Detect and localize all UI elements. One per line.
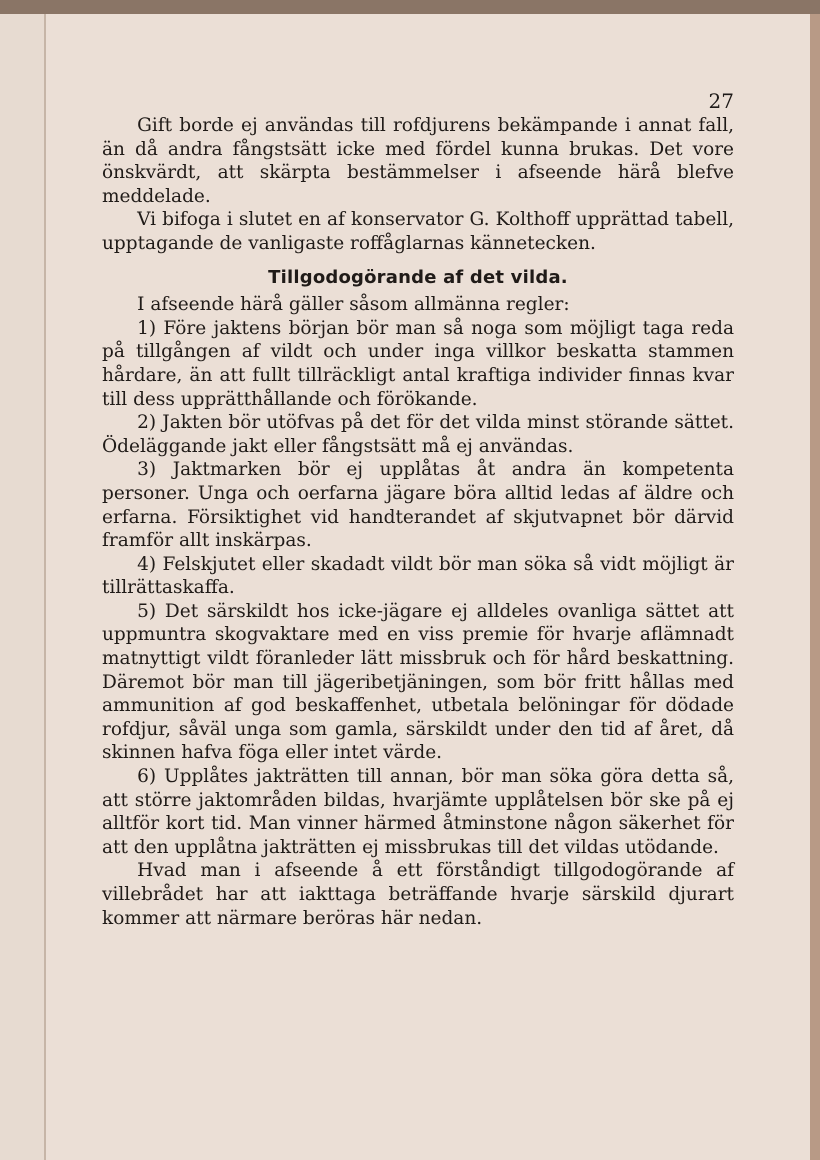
book-page: [46, 14, 810, 1160]
page-number: 27: [708, 89, 734, 113]
book-cover-edge: [810, 14, 820, 1160]
page-text: [102, 114, 734, 930]
paragraph-rules-intro: I afseende härå gäller såsom allmänna regler:: [137, 294, 570, 316]
rule-4: 4) Felskjutet eller skadadt vildt bör man söka så vidt möjligt är tillrättaskaffa.: [102, 553, 734, 599]
paragraph-closing: Hvad man i afseende å ett förståndigt tillgodogörande af villebrådet har att iakttaga beträffande hvarje särskild djurart kommer att närmare beröras här nedan.: [102, 860, 734, 929]
previous-page-edge: [0, 14, 46, 1160]
rule-3: 3) Jaktmarken bör ej upplåtas åt andra än kompetenta personer. Unga och oerfarna jägare böra alltid ledas af äldre och erfarna. Försiktighet vid handterandet af skjutvapnet bör därvid framför allt inskärpas.: [102, 459, 734, 552]
paragraph-poison: Gift borde ej användas till rofdjurens bekämpande i annat fall, än då andra fångstsätt icke med fördel kunna brukas. Det vore önskvärdt, att skärpta bestämmelser i afseende härå blefve meddelade.: [102, 115, 734, 207]
rule-5: 5) Det särskildt hos icke-jägare ej alldeles ovanliga sättet att uppmuntra skogvaktare med en viss premie för hvarje aflämnadt matnyttigt vildt föranleder lätt missbruk och för hård beskattning. Däremot bör man till jägeribetjäningen, som bör fritt hållas med ammunition af god beskaffenhet, utbetala belöningar för dödade rofdjur, såväl unga som gamla, särskildt under den tid af året, då skinnen hafva föga eller intet värde.: [102, 600, 734, 764]
section-heading: Tillgodogörande af det vilda.: [268, 266, 568, 288]
paragraph-table-note: Vi bifoga i slutet en af konservator G. Kolthoff upprättad tabell, upptagande de vanligaste roffåglarnas kännetecken.: [102, 209, 734, 254]
rule-6: 6) Upplåtes jakträtten till annan, bör man söka göra detta så, att större jaktområden bildas, hvarjämte upplåtelsen bör ske på ej alltför kort tid. Man vinner härmed åtminstone någon säkerhet för att den upplåtna jakträtten ej missbrukas till det vildas utödande.: [102, 766, 734, 858]
rule-2: 2) Jakten bör utöfvas på det för det vilda minst störande sättet. Ödeläggande jakt eller fångstsätt må ej användas.: [102, 412, 734, 457]
rule-1: 1) Före jaktens början bör man så noga som möjligt taga reda på tillgången af vildt och under inga villkor beskatta stammen hårdare, än att fullt tillräckligt antal kraftiga individer finnas kvar till dess upprätthållande och förökande.: [102, 317, 734, 410]
